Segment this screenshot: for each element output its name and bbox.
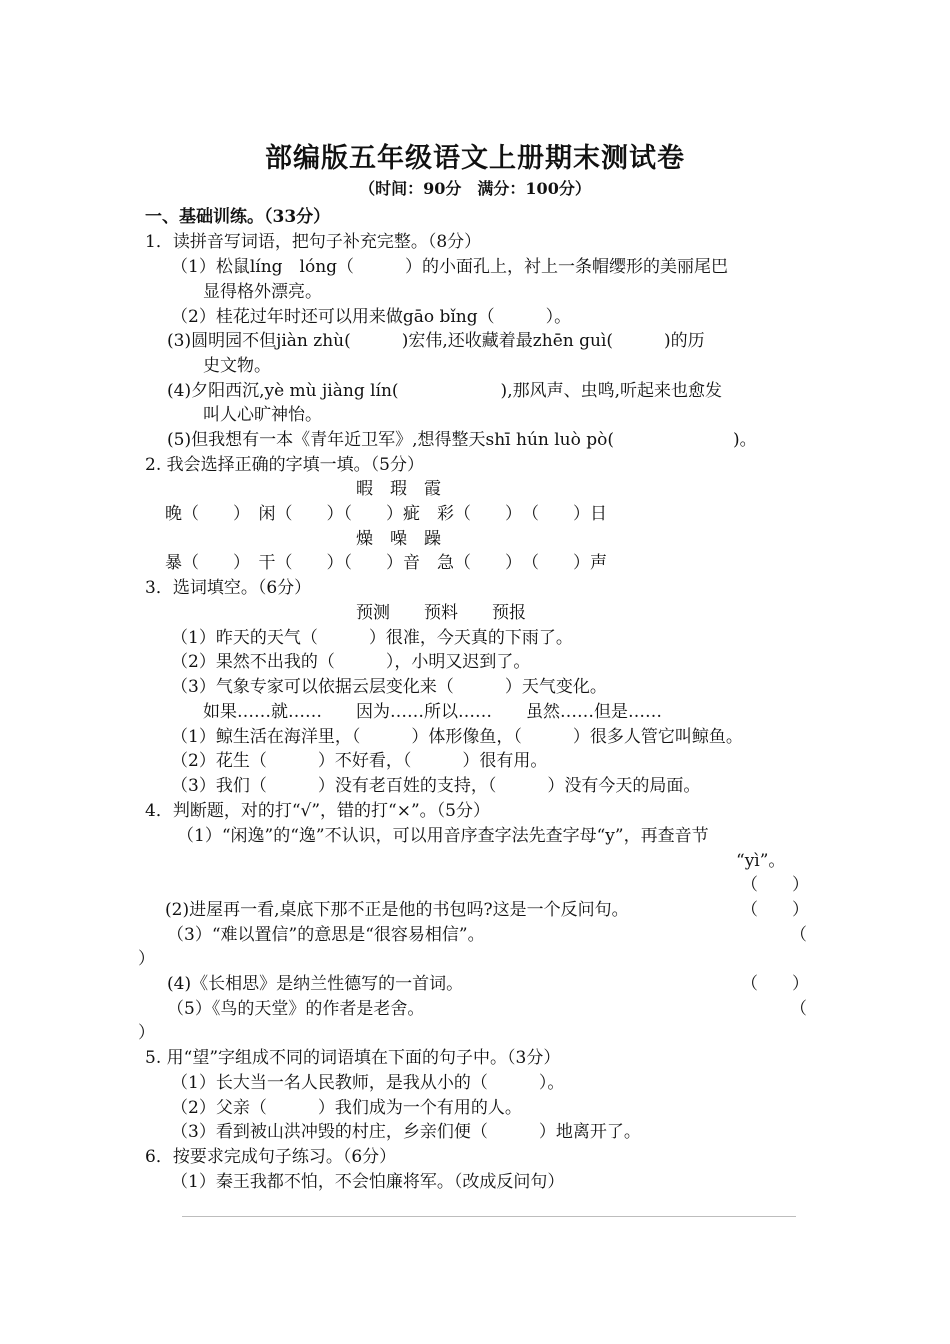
character-options: 燥 噪 躁 — [356, 529, 441, 549]
answer-blank: （ ） — [741, 875, 809, 895]
question-1-line: （1）松鼠líng lóng（ ）的小面孔上，衬上一条帽缨形的美丽尾巴 — [171, 257, 729, 277]
question-3-line: （2）果然不出我的（ ），小明又迟到了。 — [171, 652, 531, 672]
answer-blank: ） — [138, 1023, 155, 1043]
question-1-heading: 1．读拼音写词语，把句子补充完整。（8分） — [145, 232, 482, 252]
section-heading: 一、基础训练。（33分） — [145, 207, 331, 227]
question-4-line: (2)进屋再一看,桌底下那不正是他的书包吗?这是一个反问句。 — [165, 900, 629, 920]
footer-divider — [182, 1216, 796, 1217]
question-4-line: (4)《长相思》是纳兰性德写的一首词。 — [167, 974, 464, 994]
question-1-line: （2）桂花过年时还可以用来做gāo bǐng（ ）。 — [171, 307, 572, 327]
fill-row: 晚（ ） 闲（ ）（ ）疵 彩（ ） （ ）日 — [165, 504, 607, 524]
question-1-line: (5)但我想有一本《青年近卫军》,想得整天shī hún luò pò( )。 — [167, 430, 757, 450]
question-3-line: （2）花生（ ）不好看，（ ）很有用。 — [171, 751, 548, 771]
question-4-line: “yì”。 — [736, 851, 786, 871]
character-options: 暇 瑕 霞 — [356, 479, 441, 499]
word-options: 如果……就…… 因为……所以…… 虽然……但是…… — [203, 702, 662, 722]
question-5-line: （2）父亲（ ）我们成为一个有用的人。 — [171, 1098, 522, 1118]
question-3-line: （1）昨天的天气（ ）很准，今天真的下雨了。 — [171, 628, 573, 648]
question-5-heading: 5. 用“望”字组成不同的词语填在下面的句子中。（3分） — [145, 1048, 561, 1068]
question-1-line: (4)夕阳西沉,yè mù jiàng lín( ),那风声、虫鸣,听起来也愈发 — [167, 381, 722, 401]
question-5-line: （1）长大当一名人民教师，是我从小的（ ）。 — [171, 1073, 565, 1093]
question-2-heading: 2. 我会选择正确的字填一填。（5分） — [145, 455, 424, 475]
word-options: 预测 预料 预报 — [356, 603, 526, 623]
page-subtitle: （时间：90分 满分：100分） — [359, 179, 591, 198]
question-1-line: (3)圆明园不但jiàn zhù( )宏伟,还收藏着最zhēn guì( )的历 — [167, 331, 705, 351]
question-3-line: （1）鲸生活在海洋里，（ ）体形像鱼，（ ）很多人管它叫鲸鱼。 — [171, 727, 743, 747]
question-1-line: 显得格外漂亮。 — [203, 282, 322, 302]
question-3-line: （3）我们（ ）没有老百姓的支持，（ ）没有今天的局面。 — [171, 776, 701, 796]
answer-blank: （ ） — [741, 900, 809, 920]
question-1-line: 史文物。 — [203, 356, 271, 376]
question-1-line: 叫人心旷神怡。 — [203, 405, 322, 425]
question-4-line: （1）“闲逸”的“逸”不认识，可以用音序查字法先查字母“y”，再查音节 — [177, 826, 709, 846]
answer-blank: （ ） — [741, 974, 809, 994]
question-4-heading: 4．判断题，对的打“√”，错的打“×”。（5分） — [145, 801, 490, 821]
question-3-heading: 3．选词填空。（6分） — [145, 578, 312, 598]
question-6-heading: 6．按要求完成句子练习。（6分） — [145, 1147, 397, 1167]
question-5-line: （3）看到被山洪冲毁的村庄，乡亲们便（ ）地离开了。 — [171, 1122, 641, 1142]
question-3-line: （3）气象专家可以依据云层变化来（ ）天气变化。 — [171, 677, 607, 697]
answer-blank: （ — [790, 999, 807, 1019]
answer-blank: ） — [138, 949, 155, 969]
answer-blank: （ — [790, 925, 807, 945]
question-6-line: （1）秦王我都不怕，不会怕廉将军。（改成反问句） — [171, 1172, 565, 1192]
fill-row: 暴（ ） 干（ ）（ ）音 急（ ） （ ）声 — [165, 553, 607, 573]
page-title: 部编版五年级语文上册期末测试卷 — [265, 143, 685, 174]
question-4-line: （5）《鸟的天堂》的作者是老舍。 — [167, 999, 425, 1019]
question-4-line: （3）“难以置信”的意思是“很容易相信”。 — [167, 925, 485, 945]
